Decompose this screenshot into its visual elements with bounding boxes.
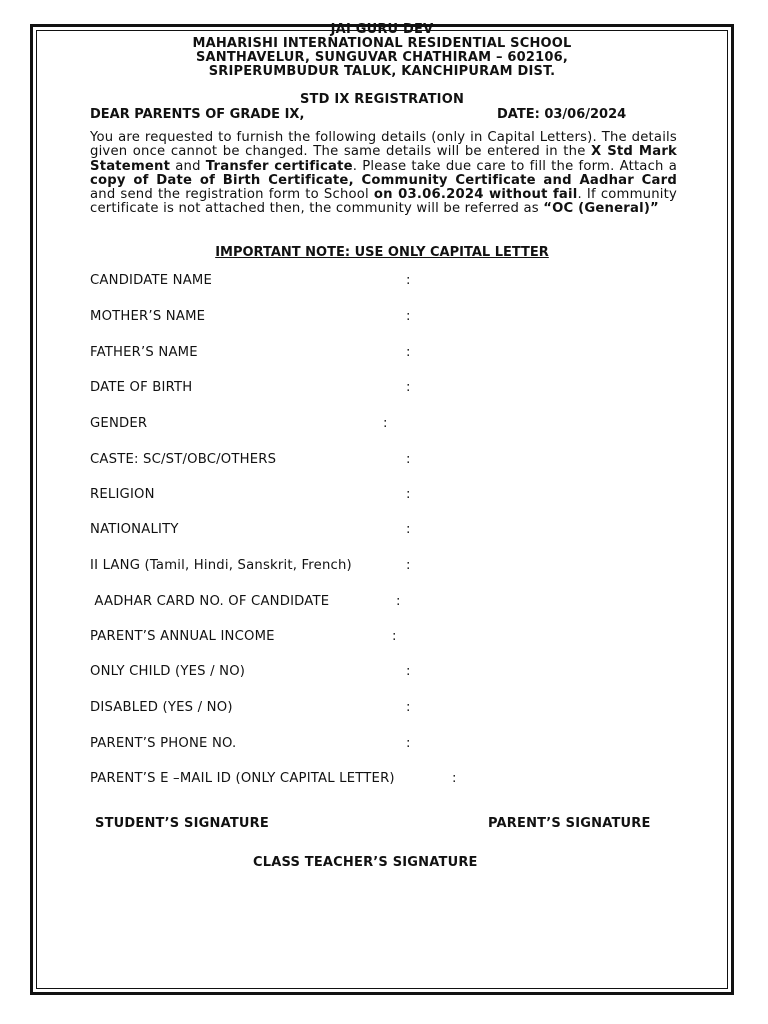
field-father-name-label: FATHER’S NAME xyxy=(90,345,198,360)
important-note: IMPORTANT NOTE: USE ONLY CAPITAL LETTER xyxy=(215,245,549,260)
form-title: STD IX REGISTRATION xyxy=(299,92,465,107)
field-second-language-colon[interactable]: : xyxy=(406,558,411,573)
field-only-child-label: ONLY CHILD (YES / NO) xyxy=(90,664,246,679)
field-phone-label: PARENT’S PHONE NO. xyxy=(90,736,237,751)
field-mother-name-label: MOTHER’S NAME xyxy=(90,309,206,324)
field-aadhar-label: AADHAR CARD NO. OF CANDIDATE xyxy=(90,594,330,609)
field-candidate-name-colon[interactable]: : xyxy=(406,273,411,288)
field-date-of-birth-label: DATE OF BIRTH xyxy=(90,380,193,395)
field-nationality-label: NATIONALITY xyxy=(90,522,179,537)
parent-signature-label: PARENT’S SIGNATURE xyxy=(488,816,651,831)
field-caste-label: CASTE: SC/ST/OBC/OTHERS xyxy=(90,452,277,467)
field-caste-colon[interactable]: : xyxy=(406,452,411,467)
field-disabled-label: DISABLED (YES / NO) xyxy=(90,700,233,715)
field-mother-name-colon[interactable]: : xyxy=(406,309,411,324)
class-teacher-signature-label: CLASS TEACHER’S SIGNATURE xyxy=(253,855,478,870)
field-email-label: PARENT’S E –MAIL ID (ONLY CAPITAL LETTER) xyxy=(90,771,395,786)
field-gender-colon[interactable]: : xyxy=(383,416,388,431)
form-date: DATE: 03/06/2024 xyxy=(497,107,627,122)
school-name: MAHARISHI INTERNATIONAL RESIDENTIAL SCHOOL xyxy=(192,36,572,51)
field-date-of-birth-colon[interactable]: : xyxy=(406,380,411,395)
field-annual-income-label: PARENT’S ANNUAL INCOME xyxy=(90,629,275,644)
field-religion-label: RELIGION xyxy=(90,487,155,502)
school-address: SANTHAVELUR, SUNGUVAR CHATHIRAM – 602106, xyxy=(195,50,569,65)
instructions-paragraph: You are requested to furnish the following details (only in Capital Letters). The details given once cannot be changed. The same details will be entered in the X Std Mark Statement and Transfer certificate. Please take due care to fill the form. Attach a copy of Date of Birth Certificate, Community Certificate and Aadhar Card and send the registration form to School on 03.06.2024 without fail. If community certificate is not attached then, the community will be referred as “OC (General)” xyxy=(90,130,678,217)
field-only-child-colon[interactable]: : xyxy=(406,664,411,679)
salutation: DEAR PARENTS OF GRADE IX, xyxy=(90,107,305,122)
field-phone-colon[interactable]: : xyxy=(406,736,411,751)
field-annual-income-colon[interactable]: : xyxy=(392,629,397,644)
field-email-colon[interactable]: : xyxy=(452,771,457,786)
field-disabled-colon[interactable]: : xyxy=(406,700,411,715)
field-religion-colon[interactable]: : xyxy=(406,487,411,502)
student-signature-label: STUDENT’S SIGNATURE xyxy=(95,816,269,831)
field-nationality-colon[interactable]: : xyxy=(406,522,411,537)
field-aadhar-colon[interactable]: : xyxy=(396,594,401,609)
field-gender-label: GENDER xyxy=(90,416,148,431)
field-second-language-label: II LANG (Tamil, Hindi, Sanskrit, French) xyxy=(90,558,352,573)
header-motto: JAI GURU DEV xyxy=(330,22,434,37)
school-district: SRIPERUMBUDUR TALUK, KANCHIPURAM DIST. xyxy=(208,64,556,79)
field-father-name-colon[interactable]: : xyxy=(406,345,411,360)
field-candidate-name-label: CANDIDATE NAME xyxy=(90,273,213,288)
